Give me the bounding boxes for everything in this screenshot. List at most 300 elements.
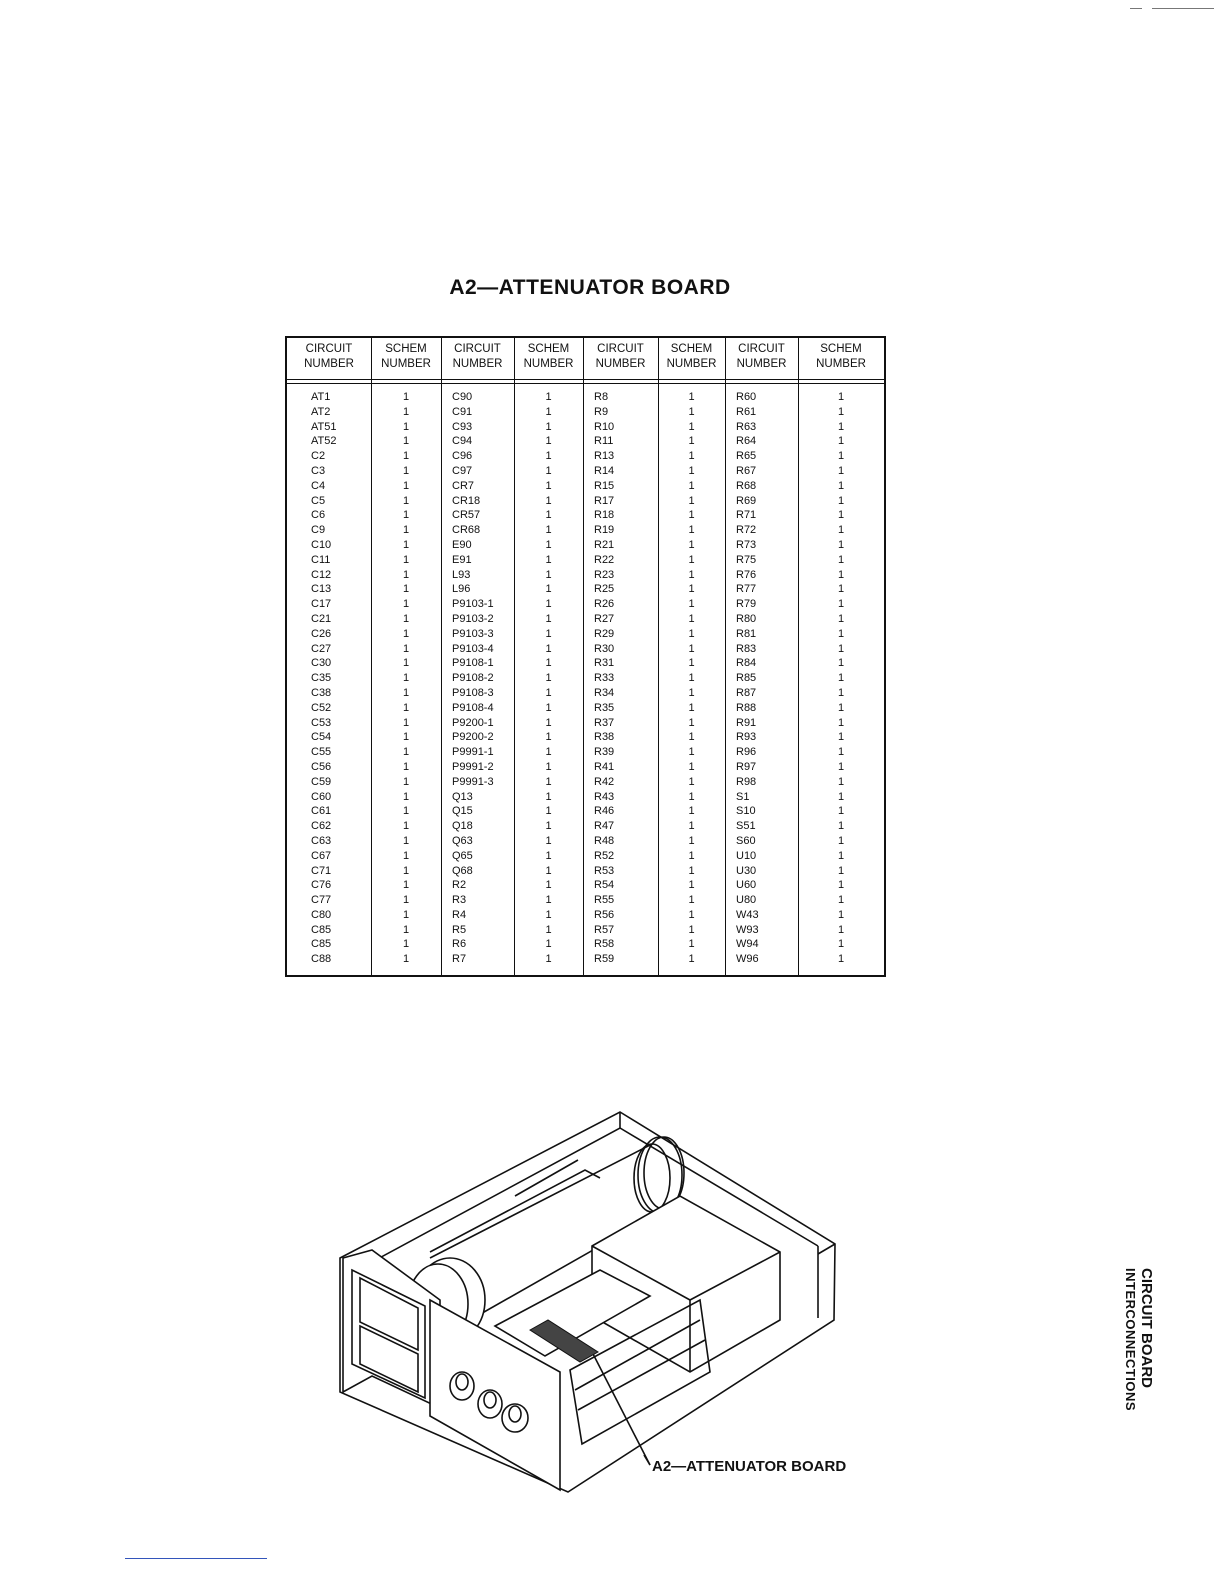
table-cell: 1 — [545, 450, 552, 463]
table-cell: C59 — [311, 775, 332, 788]
table-cell: 1 — [688, 731, 695, 744]
table-cell: 1 — [688, 479, 695, 492]
table-cell: 1 — [545, 612, 552, 625]
table-cell: 1 — [545, 583, 552, 596]
table-cell: 1 — [688, 435, 695, 448]
table-cell: S51 — [736, 820, 756, 833]
table-cell: 1 — [688, 716, 695, 729]
table-cell: 1 — [545, 524, 552, 537]
header-label: CIRCUIT NUMBER — [736, 343, 787, 370]
table-cell: 1 — [402, 879, 410, 892]
table-cell: 1 — [688, 553, 695, 566]
table-cell: 1 — [402, 568, 410, 581]
table-cell: C80 — [311, 908, 332, 921]
table-cell: 1 — [688, 450, 695, 463]
table-cell: P9103-1 — [452, 598, 494, 611]
table-cell: 1 — [837, 834, 845, 847]
table-cell: C30 — [311, 657, 332, 670]
table-cell: R68 — [736, 479, 757, 492]
table-cell: R18 — [594, 509, 615, 522]
table-cell: 1 — [402, 494, 410, 507]
table-cell: 1 — [402, 923, 410, 936]
table-cell: R46 — [594, 805, 615, 818]
table-cell: R27 — [594, 612, 615, 625]
table-cell: C56 — [311, 760, 332, 773]
table-cell: 1 — [402, 391, 410, 403]
table-cell: 1 — [402, 642, 410, 655]
table-cell: Q18 — [452, 820, 473, 833]
table-cell: 1 — [545, 820, 552, 833]
table-cell: P9103-3 — [452, 627, 494, 640]
table-cell: 1 — [545, 672, 552, 685]
table-cell: 1 — [402, 509, 410, 522]
table-cell: R75 — [736, 553, 757, 566]
table-cell: R93 — [736, 731, 757, 744]
table-cell: R83 — [736, 642, 757, 655]
table-cell: R85 — [736, 672, 757, 685]
table-cell: R13 — [594, 450, 615, 463]
table-cell: R47 — [594, 820, 615, 833]
table-cell: C38 — [311, 686, 332, 699]
table-cell: R11 — [594, 435, 614, 448]
table-cell: P9200-2 — [452, 731, 494, 744]
table-cell: 1 — [688, 790, 695, 803]
table-cell: P9103-4 — [452, 642, 494, 655]
table-cell: P9991-3 — [452, 775, 494, 788]
table-cell: 1 — [402, 790, 410, 803]
table-cell: 1 — [688, 568, 695, 581]
table-cell: 1 — [837, 938, 845, 951]
table-cell: 1 — [402, 746, 410, 759]
table-cell: C62 — [311, 820, 332, 833]
table-cell: 1 — [688, 627, 695, 640]
table-cell: C55 — [311, 746, 332, 759]
table-cell: 1 — [837, 672, 845, 685]
table-cell: 1 — [402, 538, 410, 551]
table-cell: 1 — [402, 701, 410, 714]
header-label: CIRCUIT NUMBER — [304, 343, 354, 370]
table-cell: R73 — [736, 538, 757, 551]
table-cell: 1 — [545, 746, 552, 759]
table-cell: Q65 — [452, 849, 473, 862]
table-cell: 1 — [545, 731, 552, 744]
table-cell: C63 — [311, 834, 332, 847]
table-cell: R26 — [594, 598, 615, 611]
side-tab-line2: INTERCONNECTIONS — [1123, 1268, 1138, 1412]
table-cell: 1 — [545, 760, 552, 773]
table-cell: C26 — [311, 627, 332, 640]
table-cell: 1 — [545, 953, 552, 966]
table-cell: C93 — [452, 420, 473, 433]
table-cell: C71 — [311, 864, 332, 877]
table-cell: 1 — [688, 538, 695, 551]
table-cell: 1 — [688, 509, 695, 522]
table-cell: L93 — [452, 568, 471, 581]
table-cell: 1 — [545, 775, 552, 788]
table-cell: 1 — [402, 435, 410, 448]
table-cell: R9 — [594, 405, 609, 418]
table-cell: R3 — [452, 894, 467, 907]
table-cell: Q63 — [452, 834, 473, 847]
table-cell: 1 — [688, 583, 695, 596]
table-cell: R37 — [594, 716, 615, 729]
table-cell: 1 — [688, 760, 695, 773]
table-cell: 1 — [837, 864, 845, 877]
table-cell: 1 — [402, 775, 410, 788]
table-cell: P9200-1 — [452, 716, 494, 729]
table-cell: 1 — [688, 524, 695, 537]
table-cell: Q15 — [452, 805, 473, 818]
table-cell: W93 — [736, 923, 759, 936]
table-cell: 1 — [837, 524, 845, 537]
table-cell: 1 — [688, 953, 695, 966]
table-cell: CR57 — [452, 509, 481, 522]
table-cell: Q68 — [452, 864, 473, 877]
table-cell: P9108-2 — [452, 672, 494, 685]
table-cell: R31 — [594, 657, 615, 670]
table-cell: C12 — [311, 568, 332, 581]
table-cell: R98 — [736, 775, 757, 788]
table-cell: R69 — [736, 494, 757, 507]
table-cell: L96 — [452, 583, 471, 596]
table-cell: R10 — [594, 420, 615, 433]
table-cell: 1 — [402, 450, 410, 463]
table-cell: 1 — [688, 879, 695, 892]
table-cell: R80 — [736, 612, 757, 625]
table-cell: 1 — [837, 509, 845, 522]
table-cell: C77 — [311, 894, 332, 907]
table-cell: C11 — [311, 553, 331, 566]
table-cell: R91 — [736, 716, 757, 729]
header-label: SCHEM NUMBER — [816, 343, 866, 370]
table-cell: 1 — [545, 553, 552, 566]
table-cell: AT1 — [311, 391, 331, 403]
table-cell: 1 — [402, 864, 410, 877]
table-cell: 1 — [545, 923, 552, 936]
table-cell: 1 — [402, 657, 410, 670]
table-cell: 1 — [688, 598, 695, 611]
table-cell: R97 — [736, 760, 757, 773]
table-cell: CR18 — [452, 494, 481, 507]
table-cell: 1 — [402, 420, 410, 433]
table-cell: 1 — [837, 746, 845, 759]
side-tab — [1114, 1268, 1154, 1448]
table-cell: 1 — [402, 405, 410, 418]
table-cell: 1 — [545, 701, 552, 714]
table-cell: R64 — [736, 435, 757, 448]
table-cell: R42 — [594, 775, 615, 788]
table-cell: C53 — [311, 716, 332, 729]
table-cell: 1 — [837, 494, 845, 507]
table-cell: 1 — [545, 790, 552, 803]
table-cell: 1 — [545, 509, 552, 522]
table-cell: 1 — [837, 657, 845, 670]
table-cell: R22 — [594, 553, 615, 566]
table-cell: R77 — [736, 583, 757, 596]
table-cell: R7 — [452, 953, 467, 966]
table-cell: P9991-2 — [452, 760, 494, 773]
table-cell: 1 — [545, 627, 552, 640]
table-cell: 1 — [402, 716, 410, 729]
table-cell: 1 — [688, 894, 695, 907]
table-cell: R39 — [594, 746, 615, 759]
table-cell: 1 — [545, 598, 552, 611]
table-cell: 1 — [545, 494, 552, 507]
table-cell: 1 — [837, 849, 845, 862]
table-cell: C90 — [452, 391, 473, 403]
table-cell: 1 — [837, 642, 845, 655]
table-cell: E90 — [452, 538, 472, 551]
table-cell: R33 — [594, 672, 615, 685]
table-cell: R35 — [594, 701, 615, 714]
table-cell: 1 — [402, 672, 410, 685]
table-cell: U10 — [736, 849, 757, 862]
table-cell: P9991-1 — [452, 746, 494, 759]
table-cell: W96 — [736, 953, 759, 966]
table-cell: 1 — [402, 938, 410, 951]
table-cell: 1 — [837, 583, 845, 596]
table-cell: 1 — [545, 849, 552, 862]
table-cell: 1 — [402, 760, 410, 773]
table-cell: 1 — [402, 464, 410, 477]
table-cell: R15 — [594, 479, 615, 492]
table-cell: R23 — [594, 568, 615, 581]
table-cell: R14 — [594, 464, 615, 477]
table-cell: 1 — [402, 953, 410, 966]
table-cell: 1 — [402, 820, 410, 833]
table-cell: 1 — [688, 864, 695, 877]
table-cell: 1 — [545, 805, 552, 818]
table-cell: E91 — [452, 553, 472, 566]
table-cell: 1 — [688, 494, 695, 507]
table-cell: 1 — [402, 627, 410, 640]
table-cell: C67 — [311, 849, 332, 862]
table-cell: 1 — [837, 420, 845, 433]
table-cell: C85 — [311, 923, 332, 936]
table-cell: R72 — [736, 524, 757, 537]
table-cell: 1 — [545, 879, 552, 892]
table-cell: R76 — [736, 568, 757, 581]
table-cell: C88 — [311, 953, 332, 966]
table-cell: 1 — [545, 894, 552, 907]
table-cell: 1 — [545, 420, 552, 433]
table-cell: 1 — [402, 805, 410, 818]
table-cell: R4 — [452, 908, 467, 921]
table-cell: 1 — [837, 405, 845, 418]
table-cell: U30 — [736, 864, 757, 877]
table-cell: 1 — [837, 701, 845, 714]
table-cell: AT52 — [311, 435, 337, 448]
table-cell: R52 — [594, 849, 615, 862]
table-cell: W94 — [736, 938, 759, 951]
header-label: CIRCUIT NUMBER — [452, 343, 503, 370]
table-cell: R41 — [594, 760, 615, 773]
table-cell: R54 — [594, 879, 615, 892]
table-cell: R84 — [736, 657, 757, 670]
table-cell: C13 — [311, 583, 332, 596]
table-cell: 1 — [837, 568, 845, 581]
table-cell: C35 — [311, 672, 332, 685]
table-cell: 1 — [688, 820, 695, 833]
table-cell: 1 — [837, 879, 845, 892]
table-cell: 1 — [545, 405, 552, 418]
table-cell: 1 — [688, 834, 695, 847]
table-cell: C52 — [311, 701, 332, 714]
table-cell: 1 — [837, 598, 845, 611]
table-cell: 1 — [402, 583, 410, 596]
table-cell: R8 — [594, 391, 609, 403]
table-cell: 1 — [545, 686, 552, 699]
table-cell: 1 — [688, 464, 695, 477]
table-cell: 1 — [837, 391, 845, 403]
table-cell: 1 — [837, 760, 845, 773]
table-cell: R88 — [736, 701, 757, 714]
table-cell: 1 — [402, 834, 410, 847]
table-cell: R19 — [594, 524, 615, 537]
side-tab-line1: CIRCUIT BOARD — [1138, 1268, 1155, 1388]
table-cell: 1 — [688, 391, 695, 403]
table-cell: 1 — [837, 790, 845, 803]
table-cell: 1 — [837, 820, 845, 833]
table-cell: R65 — [736, 450, 757, 463]
table-cell: 1 — [545, 834, 552, 847]
table-cell: 1 — [688, 938, 695, 951]
table-cell: CR68 — [452, 524, 481, 537]
table-cell: 1 — [545, 568, 552, 581]
table-cell: 1 — [545, 479, 552, 492]
table-cell: R61 — [736, 405, 757, 418]
table-cell: P9108-3 — [452, 686, 494, 699]
table-cell: R5 — [452, 923, 467, 936]
table-cell: R48 — [594, 834, 615, 847]
table-cell: R21 — [594, 538, 615, 551]
table-cell: S60 — [736, 834, 756, 847]
table-cell: P9108-1 — [452, 657, 494, 670]
table-cell: 1 — [545, 391, 552, 403]
table-cell: 1 — [402, 894, 410, 907]
table-cell: 1 — [688, 686, 695, 699]
table-cell: 1 — [837, 805, 845, 818]
table-cell: 1 — [837, 627, 845, 640]
table-cell: R58 — [594, 938, 615, 951]
callout-label: A2—ATTENUATOR BOARD — [652, 1458, 847, 1475]
table-cell: CR7 — [452, 479, 475, 492]
table-cell: 1 — [837, 479, 845, 492]
table-cell: W43 — [736, 908, 759, 921]
header-label: SCHEM NUMBER — [666, 343, 717, 370]
bottom-edge-mark — [125, 1558, 267, 1559]
table-cell: C3 — [311, 464, 326, 477]
table-cell: R34 — [594, 686, 615, 699]
table-cell: R87 — [736, 686, 757, 699]
table-cell: C85 — [311, 938, 332, 951]
header-label: CIRCUIT NUMBER — [595, 343, 646, 370]
table-cell: 1 — [402, 598, 410, 611]
table-cell: 1 — [837, 464, 845, 477]
table-cell: P9103-2 — [452, 612, 494, 625]
table-cell: 1 — [688, 657, 695, 670]
table-cell: 1 — [402, 479, 410, 492]
table-cell: 1 — [545, 538, 552, 551]
table-cell: 1 — [402, 908, 410, 921]
table-cell: 1 — [837, 731, 845, 744]
table-cell: 1 — [545, 657, 552, 670]
table-cell: R43 — [594, 790, 615, 803]
table-cell: U80 — [736, 894, 757, 907]
table-cell: R6 — [452, 938, 467, 951]
table-cell: R67 — [736, 464, 757, 477]
table-cell: 1 — [837, 923, 845, 936]
table-cell: R56 — [594, 908, 615, 921]
table-cell: 1 — [545, 464, 552, 477]
table-cell: R96 — [736, 746, 757, 759]
table-cell: 1 — [545, 908, 552, 921]
table-cell: 1 — [688, 701, 695, 714]
table-cell: 1 — [545, 716, 552, 729]
table-cell: 1 — [688, 923, 695, 936]
table-cell: 1 — [688, 849, 695, 862]
table-cell: C96 — [452, 450, 473, 463]
table-cell: R25 — [594, 583, 615, 596]
table-cell: R71 — [736, 509, 757, 522]
table-cell: 1 — [545, 938, 552, 951]
table-cell: C27 — [311, 642, 332, 655]
table-cell: 1 — [402, 612, 410, 625]
table-cell: R38 — [594, 731, 615, 744]
table-cell: C61 — [311, 805, 332, 818]
table-cell: 1 — [545, 864, 552, 877]
table-cell: R60 — [736, 391, 757, 403]
page-title: A2—ATTENUATOR BOARD — [449, 276, 731, 299]
table-cell: C91 — [452, 405, 473, 418]
table-cell: C54 — [311, 731, 332, 744]
table-cell: 1 — [837, 538, 845, 551]
table-cell: 1 — [688, 775, 695, 788]
table-cell: C10 — [311, 538, 332, 551]
table-cell: R63 — [736, 420, 757, 433]
table-cell: 1 — [837, 953, 845, 966]
table-cell: 1 — [837, 553, 845, 566]
header-label: SCHEM NUMBER — [381, 343, 431, 370]
table-cell: C2 — [311, 450, 326, 463]
table-cell: 1 — [688, 805, 695, 818]
table-cell: Q13 — [452, 790, 473, 803]
table-cell: C6 — [311, 509, 326, 522]
table-cell: 1 — [545, 642, 552, 655]
table-cell: S10 — [736, 805, 756, 818]
table-cell: C17 — [311, 598, 332, 611]
table-cell: R53 — [594, 864, 615, 877]
table-cell: 1 — [688, 672, 695, 685]
table-cell: 1 — [545, 435, 552, 448]
table-cell: 1 — [837, 716, 845, 729]
table-cell: 1 — [688, 746, 695, 759]
table-cell: C21 — [311, 612, 332, 625]
header-label: SCHEM NUMBER — [523, 343, 574, 370]
table-cell: 1 — [837, 450, 845, 463]
table-cell: 1 — [688, 908, 695, 921]
table-cell: C60 — [311, 790, 332, 803]
table-cell: R81 — [736, 627, 757, 640]
table-cell: AT51 — [311, 420, 337, 433]
table-cell: R29 — [594, 627, 615, 640]
table-cell: 1 — [688, 405, 695, 418]
table-cell: 1 — [402, 553, 410, 566]
table-cell: 1 — [402, 524, 410, 537]
table-cell: 1 — [688, 612, 695, 625]
table-cell: R2 — [452, 879, 467, 892]
table-cell: 1 — [837, 686, 845, 699]
